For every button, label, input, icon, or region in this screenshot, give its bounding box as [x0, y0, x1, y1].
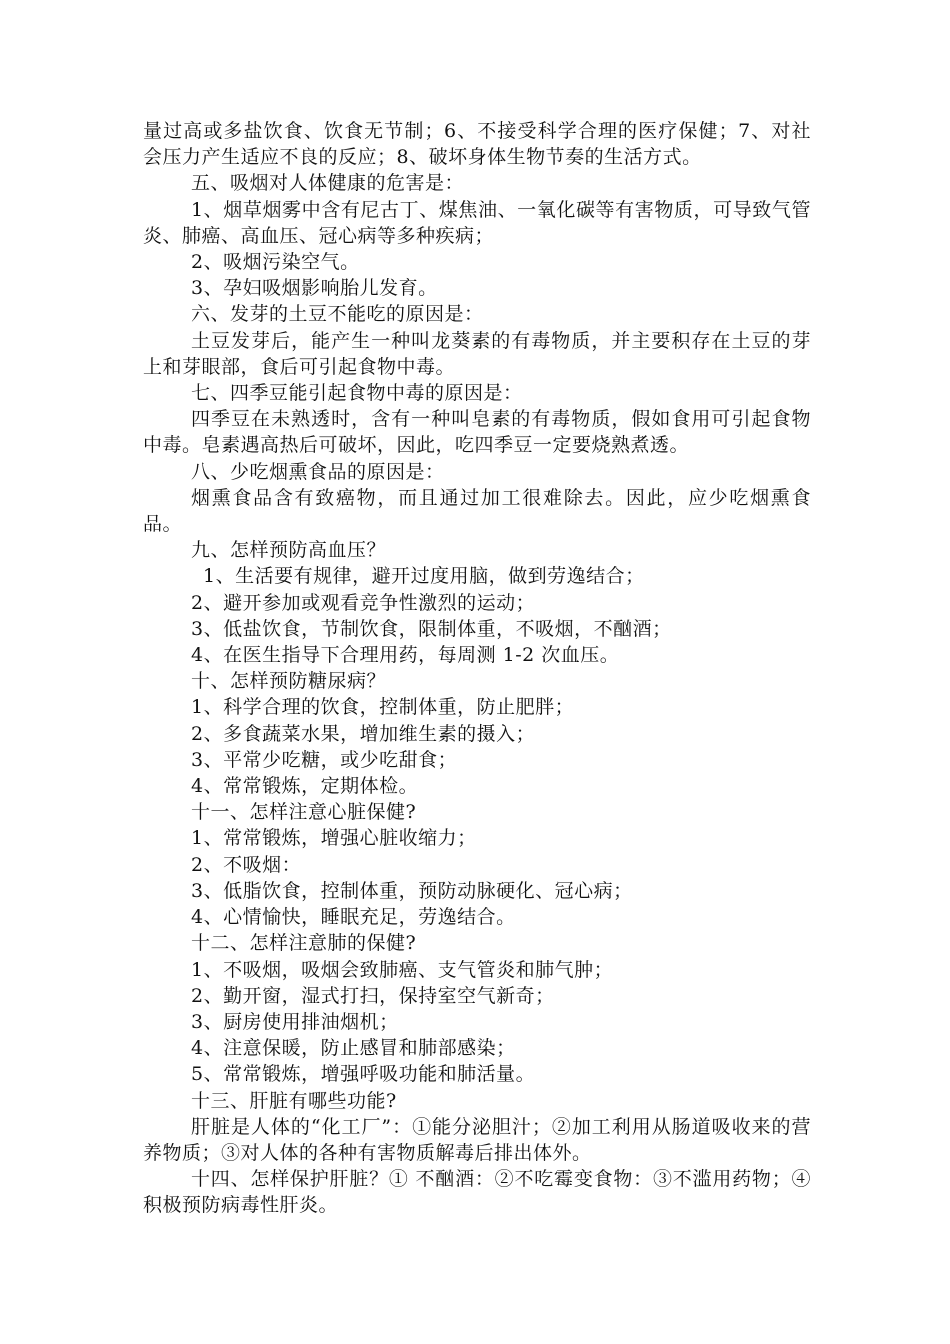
section-heading-5: 五、吸烟对人体健康的危害是：: [191, 172, 465, 195]
list-item: 4、常常锻炼，定期体检。: [191, 775, 419, 798]
list-item: 3、孕妇吸烟影响胎儿发育。: [191, 277, 438, 300]
section-heading-6: 六、发芽的土豆不能吃的原因是：: [191, 303, 484, 326]
section-heading-13: 十三、肝脏有哪些功能?: [191, 1089, 397, 1112]
section-heading-14: 十四、怎样保护肝脏？① 不酗酒：②不吃霉变食物：③不滥用药物；④积极预防病毒性肝炎。: [143, 1168, 811, 1217]
list-item: 1、烟草烟雾中含有尼古丁、煤焦油、一氧化碳等有害物质，可导致气管炎、肺癌、高血压、冠心病等多种疾病；: [143, 198, 811, 247]
list-item: 5、常常锻炼，增强呼吸功能和肺活量。: [191, 1063, 536, 1086]
document-page: [143, 118, 811, 1219]
paragraph: 四季豆在未熟透时，含有一种叫皂素的有毒物质，假如食用可引起食物中毒。皂素遇高热后可破坏，因此，吃四季豆一定要烧熟煮透。: [143, 408, 811, 457]
list-item: 3、厨房使用排油烟机；: [191, 1010, 399, 1033]
list-item: 1、不吸烟，吸烟会致肺癌、支气管炎和肺气肿；: [191, 958, 614, 981]
paragraph: 烟熏食品含有致癌物，而且通过加工很难除去。因此，应少吃烟熏食品。: [143, 486, 811, 536]
paragraph: 量过高或多盐饮食、饮食无节制；6、不接受科学合理的医疗保健；7、对社会压力产生适应不良的反应；8、破坏身体生物节奏的生活方式。: [143, 120, 811, 169]
section-heading-7: 七、四季豆能引起食物中毒的原因是：: [191, 382, 523, 405]
list-item: 2、不吸烟：: [191, 853, 302, 876]
section-heading-8: 八、少吃烟熏食品的原因是：: [191, 460, 445, 483]
section-heading-10: 十、怎样预防糖尿病？: [191, 670, 387, 693]
paragraph: 肝脏是人体的“化工厂”：①能分泌胆汁；②加工利用从肠道吸收来的营养物质；③对人体的各种有害物质解毒后排出体外。: [143, 1115, 811, 1164]
section-heading-9: 九、怎样预防高血压？: [191, 539, 387, 562]
list-item: 4、心情愉快，睡眠充足，劳逸结合。: [191, 906, 516, 929]
paragraph: 土豆发芽后，能产生一种叫龙葵素的有毒物质，并主要积存在土豆的芽上和芽眼部，食后可引起食物中毒。: [143, 329, 811, 378]
list-item: 4、在医生指导下合理用药，每周测 1-2 次血压。: [191, 644, 620, 667]
list-item: 2、避开参加或观看竞争性激烈的运动；: [191, 591, 536, 614]
list-item: 1、常常锻炼，增强心脏收缩力；: [191, 827, 477, 850]
list-item: 4、注意保暖，防止感冒和肺部感染；: [191, 1037, 516, 1060]
section-heading-12: 十二、怎样注意肺的保健?: [191, 932, 417, 955]
section-heading-11: 十一、怎样注意心脏保健?: [191, 801, 417, 824]
list-item: 3、平常少吃糖，或少吃甜食；: [191, 748, 458, 771]
list-item: 1、科学合理的饮食，控制体重，防止肥胖；: [191, 696, 575, 719]
list-item: 2、多食蔬菜水果，增加维生素的摄入；: [191, 722, 536, 745]
list-item: 2、吸烟污染空气。: [191, 251, 360, 274]
list-item: 2、勤开窗，湿式打扫，保持室空气新奇；: [191, 984, 555, 1007]
list-item: 1、生活要有规律，避开过度用脑，做到劳逸结合；: [203, 565, 645, 588]
list-item: 3、低盐饮食，节制饮食，限制体重，不吸烟，不酗酒；: [191, 617, 672, 640]
list-item: 3、低脂饮食，控制体重，预防动脉硬化、冠心病；: [191, 879, 633, 902]
